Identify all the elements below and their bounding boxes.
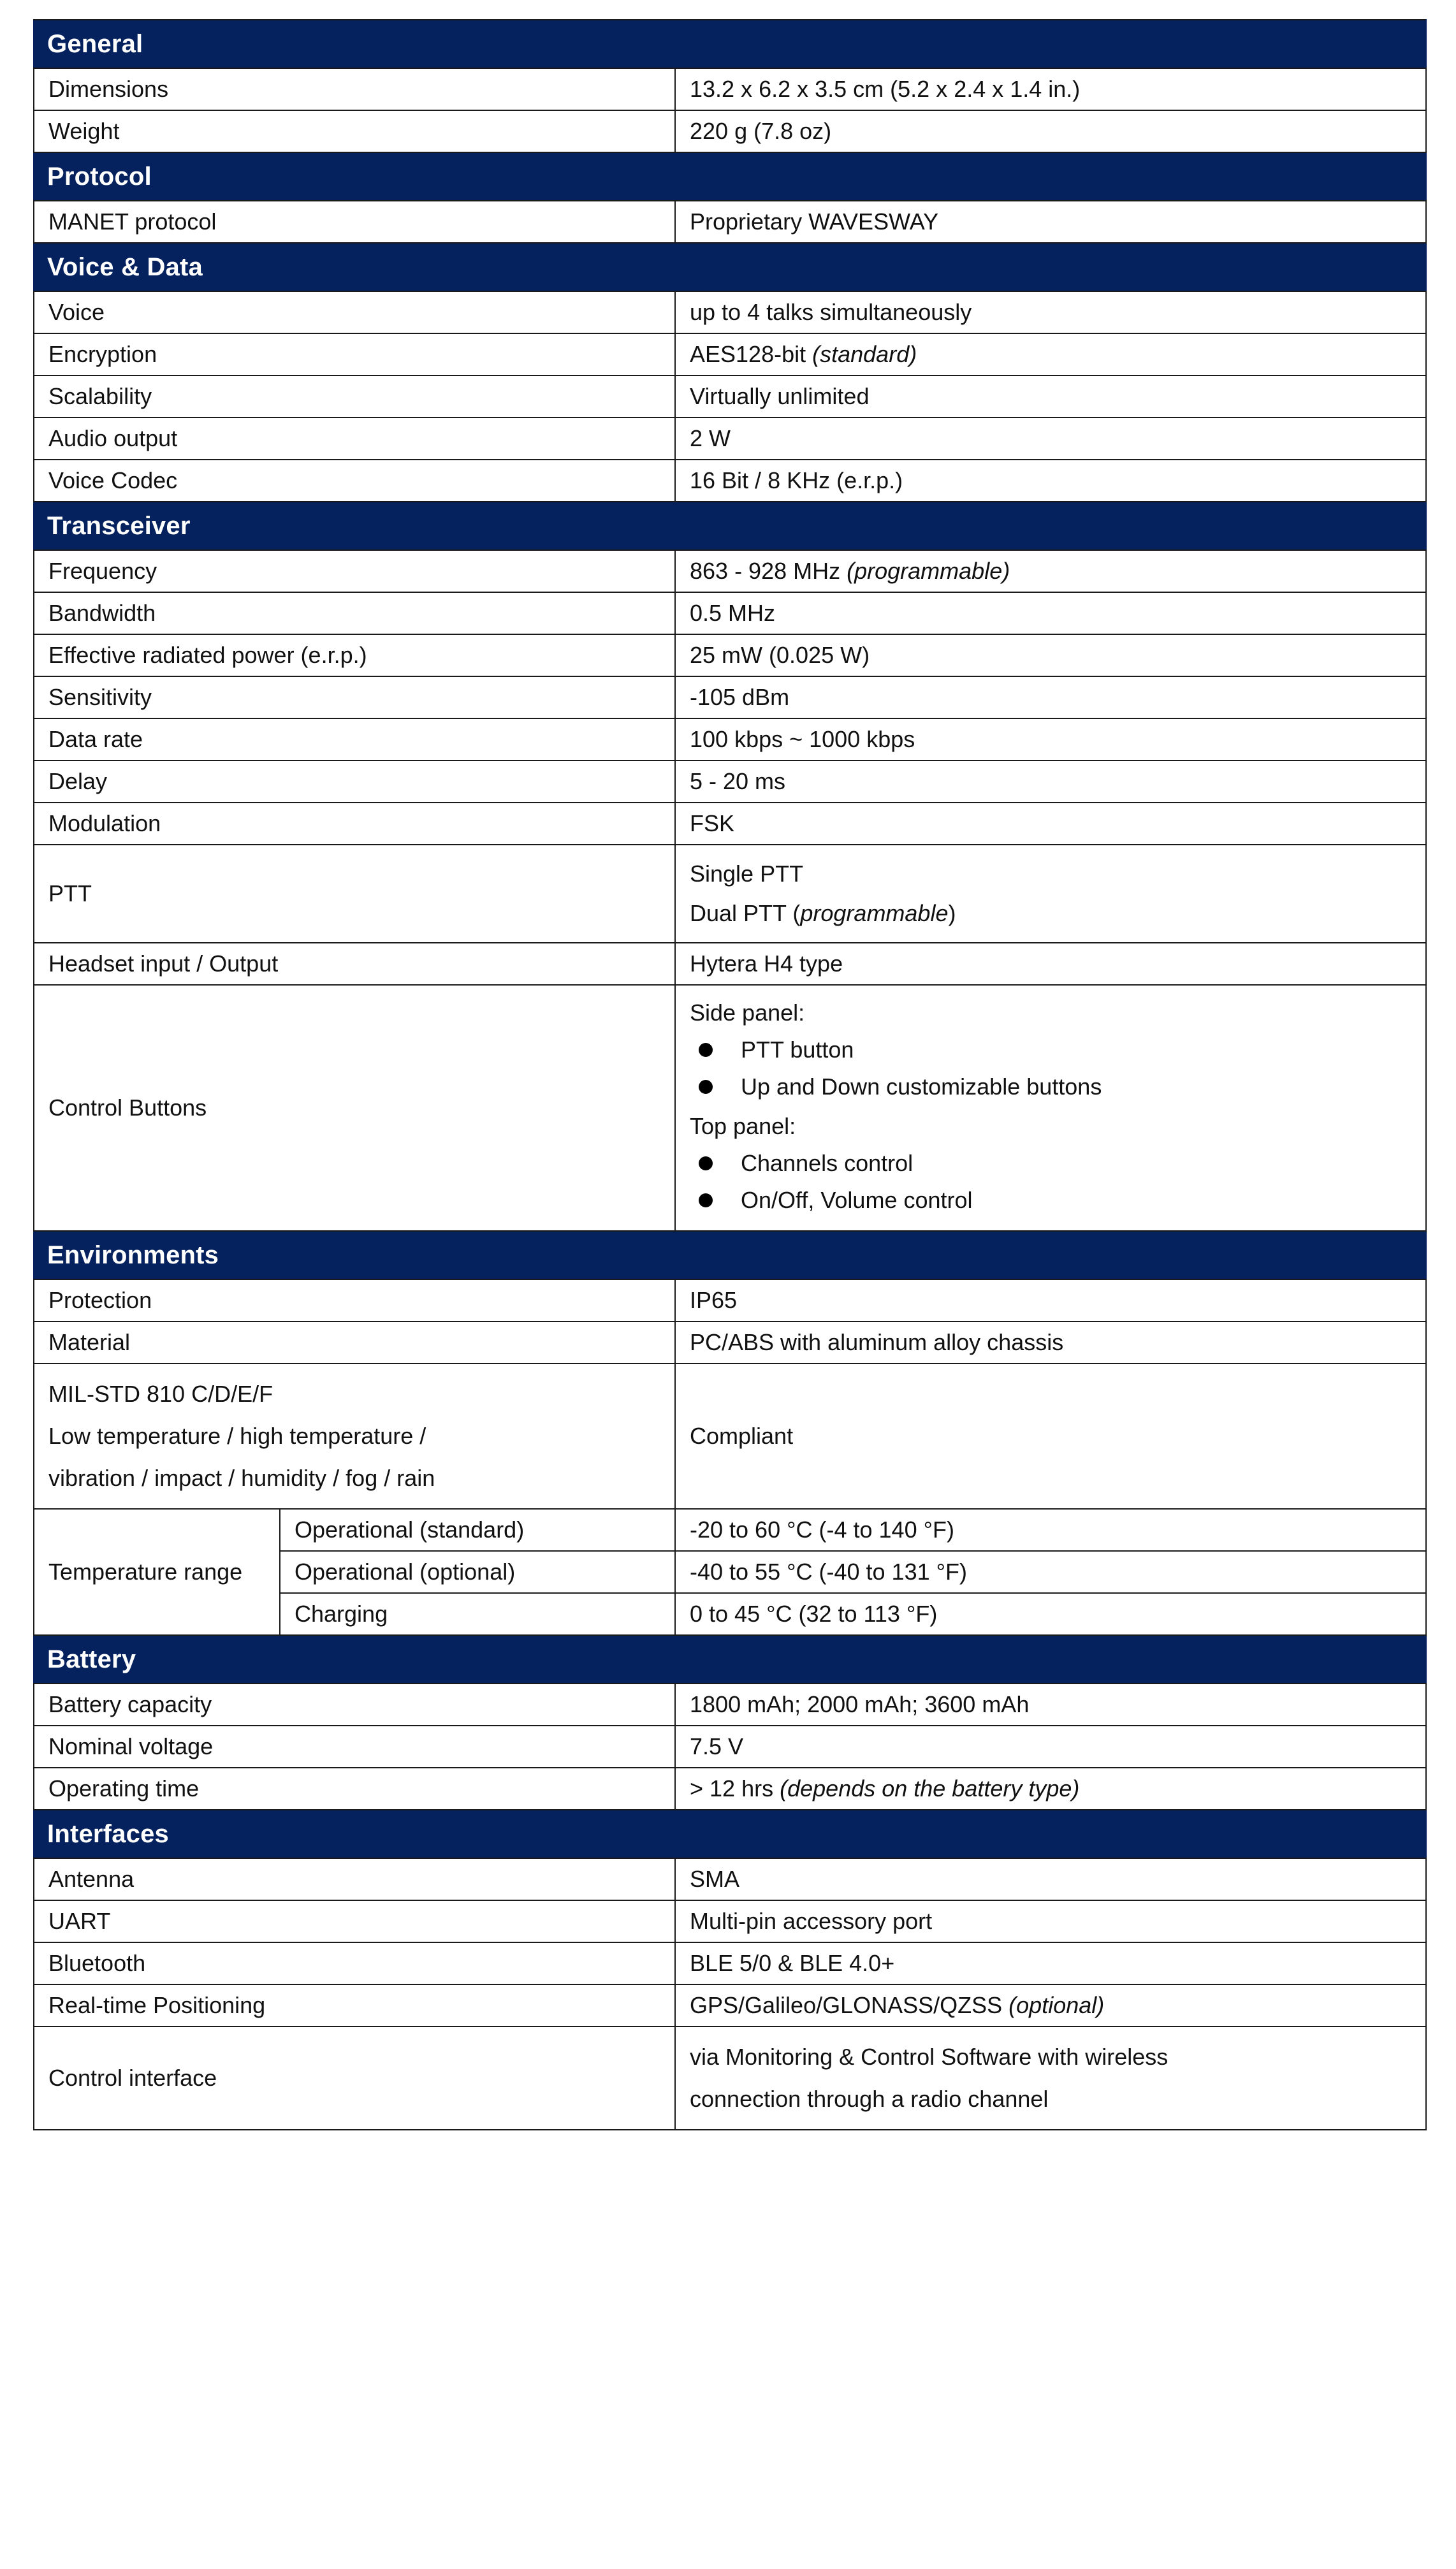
row-value-note: (depends on the battery type) (780, 1775, 1080, 1801)
table-row (34, 1321, 1426, 1364)
top-panel-heading: Top panel: (690, 1113, 796, 1139)
section-title: Protocol (47, 163, 152, 191)
section-header-cell (34, 243, 1426, 291)
sub-row-label: Operational (optional) (295, 1559, 516, 1585)
row-label-cell (34, 803, 675, 845)
bullet-icon (699, 1080, 713, 1094)
ptt-dual-prefix: Dual PTT ( (690, 900, 801, 926)
table-row-mil-std (34, 1364, 1426, 1509)
row-value-note: (optional) (1008, 1992, 1105, 2018)
row-value-cell (675, 1551, 1426, 1593)
row-value-cell (675, 375, 1426, 418)
row-label: Weight (48, 118, 120, 144)
row-value: 16 Bit / 8 KHz (e.r.p.) (690, 467, 903, 493)
row-value-cell (675, 550, 1426, 592)
row-label-cell (34, 634, 675, 676)
bullet-icon (699, 1193, 713, 1207)
row-label-cell (34, 550, 675, 592)
section-header-interfaces (34, 1810, 1426, 1858)
sub-label-cell (280, 1551, 675, 1593)
row-label-cell (34, 1726, 675, 1768)
row-value-cell (675, 943, 1426, 985)
row-label: Bluetooth (48, 1950, 146, 1976)
table-row (34, 1984, 1426, 2027)
section-title: Voice & Data (47, 253, 203, 281)
row-label-cell (34, 1984, 675, 2027)
temperature-range-label-cell (34, 1509, 280, 1635)
row-value-cell (675, 1942, 1426, 1984)
row-value: 2 W (690, 425, 731, 451)
row-value-cell (675, 1509, 1426, 1551)
row-value (690, 341, 917, 367)
list-item (690, 1145, 1411, 1182)
row-label-cell (34, 761, 675, 803)
section-header-transceiver (34, 502, 1426, 550)
section-header-battery (34, 1635, 1426, 1684)
table-row (34, 201, 1426, 243)
row-value-cell (675, 592, 1426, 634)
row-value-cell (675, 1364, 1426, 1509)
mil-std-line-1: MIL-STD 810 C/D/E/F (48, 1381, 273, 1407)
row-value-cell (675, 291, 1426, 333)
row-value: 220 g (7.8 oz) (690, 118, 832, 144)
row-label: Encryption (48, 341, 157, 367)
table-row (34, 1684, 1426, 1726)
row-label: Battery capacity (48, 1691, 212, 1717)
row-value: 5 - 20 ms (690, 768, 786, 794)
row-label: Effective radiated power (e.r.p.) (48, 642, 367, 668)
row-value-main: > 12 hrs (690, 1775, 780, 1801)
row-value: PC/ABS with aluminum alloy chassis (690, 1329, 1064, 1355)
row-value: 100 kbps ~ 1000 kbps (690, 726, 915, 752)
table-row (34, 110, 1426, 152)
section-header-cell (34, 152, 1426, 201)
row-value-cell (675, 1684, 1426, 1726)
table-row (34, 550, 1426, 592)
row-value: SMA (690, 1866, 740, 1892)
section-header-cell (34, 20, 1426, 68)
row-value: 1800 mAh; 2000 mAh; 3600 mAh (690, 1691, 1030, 1717)
table-row (34, 943, 1426, 985)
row-value-cell (675, 1900, 1426, 1942)
mil-std-line-3: vibration / impact / humidity / fog / rain (48, 1465, 435, 1491)
row-value-note: (programmable) (847, 558, 1010, 584)
row-label: Antenna (48, 1866, 135, 1892)
row-value: Virtually unlimited (690, 383, 870, 409)
section-header-cell (34, 1810, 1426, 1858)
row-value: Multi-pin accessory port (690, 1908, 933, 1934)
row-value-cell (675, 1593, 1426, 1635)
row-label: Material (48, 1329, 131, 1355)
ptt-dual-note: programmable (800, 900, 949, 926)
table-row (34, 1279, 1426, 1321)
row-label-cell (34, 1364, 675, 1509)
row-value-cell (675, 418, 1426, 460)
row-value-cell (675, 460, 1426, 502)
control-interface-line-2: connection through a radio channel (690, 2086, 1049, 2112)
row-label: Operating time (48, 1775, 200, 1801)
row-value-cell (675, 201, 1426, 243)
sub-label-cell (280, 1593, 675, 1635)
list-item-label: Up and Down customizable buttons (741, 1073, 1102, 1100)
row-value: Compliant (690, 1423, 794, 1449)
section-header-voice-and-data (34, 243, 1426, 291)
ptt-single-line: Single PTT (690, 861, 804, 887)
section-title: General (47, 30, 143, 58)
row-value: 13.2 x 6.2 x 3.5 cm (5.2 x 2.4 x 1.4 in.) (690, 76, 1081, 102)
table-row (34, 1900, 1426, 1942)
table-row (34, 68, 1426, 110)
row-value-cell (675, 803, 1426, 845)
row-label: Control interface (48, 2065, 217, 2091)
row-value-cell (675, 333, 1426, 375)
row-value-main: GPS/Galileo/GLONASS/QZSS (690, 1992, 1009, 2018)
row-label-cell (34, 845, 675, 943)
row-label: Audio output (48, 425, 178, 451)
sub-row-label: Charging (295, 1601, 388, 1627)
row-label-cell (34, 291, 675, 333)
table-row-control-interface (34, 2027, 1426, 2130)
row-value-cell (675, 1279, 1426, 1321)
row-value-cell (675, 1768, 1426, 1810)
row-label-cell (34, 1900, 675, 1942)
table-row (34, 1858, 1426, 1900)
side-panel-bullet-list (690, 1031, 1411, 1105)
section-header-protocol (34, 152, 1426, 201)
row-label: Modulation (48, 810, 161, 836)
table-row (34, 1768, 1426, 1810)
row-value-main: AES128-bit (690, 341, 813, 367)
row-value: 0 to 45 °C (32 to 113 °F) (690, 1601, 938, 1627)
row-label: Voice (48, 299, 105, 325)
list-item (690, 1068, 1411, 1105)
row-value (690, 1775, 1079, 1801)
row-label-cell (34, 1279, 675, 1321)
row-value: FSK (690, 810, 735, 836)
row-value: Proprietary WAVESWAY (690, 208, 939, 235)
temperature-range-label: Temperature range (48, 1559, 243, 1585)
side-panel-heading: Side panel: (690, 1000, 805, 1026)
row-label: Protection (48, 1287, 152, 1313)
table-row-control-buttons (34, 985, 1426, 1231)
ptt-dual-line (690, 894, 1411, 933)
row-value-cell (675, 1984, 1426, 2027)
row-label: Nominal voltage (48, 1733, 214, 1759)
row-value-cell (675, 634, 1426, 676)
section-header-cell (34, 1635, 1426, 1684)
row-value-cell (675, 1858, 1426, 1900)
row-label: Data rate (48, 726, 143, 752)
row-value-cell (675, 2027, 1426, 2130)
row-label: MANET protocol (48, 208, 217, 235)
row-label: Voice Codec (48, 467, 178, 493)
row-label-cell (34, 718, 675, 761)
row-label: Control Buttons (48, 1095, 207, 1121)
row-label: Headset input / Output (48, 950, 279, 977)
row-value: -20 to 60 °C (-4 to 140 °F) (690, 1517, 954, 1543)
table-row (34, 761, 1426, 803)
row-value-cell (675, 1321, 1426, 1364)
table-row (34, 291, 1426, 333)
row-label-cell (34, 943, 675, 985)
row-label: Real-time Positioning (48, 1992, 266, 2018)
row-value-cell (675, 1726, 1426, 1768)
table-row (34, 803, 1426, 845)
sub-row-label: Operational (standard) (295, 1517, 525, 1543)
row-value: up to 4 talks simultaneously (690, 299, 972, 325)
table-row (34, 718, 1426, 761)
row-label: PTT (48, 880, 92, 906)
mil-std-line-2: Low temperature / high temperature / (48, 1423, 426, 1449)
row-value (690, 1992, 1104, 2018)
row-label-cell (34, 1321, 675, 1364)
row-value: 0.5 MHz (690, 600, 776, 626)
row-value (690, 558, 1010, 584)
table-row (34, 460, 1426, 502)
section-title: Transceiver (47, 512, 191, 540)
specifications-table (33, 19, 1427, 2130)
row-value: BLE 5/0 & BLE 4.0+ (690, 1950, 895, 1976)
row-label-cell (34, 110, 675, 152)
row-label-cell (34, 68, 675, 110)
bullet-icon (699, 1156, 713, 1170)
row-value-cell (675, 761, 1426, 803)
row-label: Sensitivity (48, 684, 152, 710)
row-label: UART (48, 1908, 111, 1934)
row-value: Hytera H4 type (690, 950, 843, 977)
row-label-cell (34, 592, 675, 634)
row-value: IP65 (690, 1287, 738, 1313)
table-row (34, 634, 1426, 676)
list-item-label: Channels control (741, 1150, 914, 1176)
row-value: 7.5 V (690, 1733, 744, 1759)
row-value-cell (675, 845, 1426, 943)
row-label-cell (34, 201, 675, 243)
sub-label-cell (280, 1509, 675, 1551)
section-header-cell (34, 502, 1426, 550)
section-header-general (34, 20, 1426, 68)
row-value: 25 mW (0.025 W) (690, 642, 870, 668)
row-value-cell (675, 676, 1426, 718)
section-title: Battery (47, 1645, 136, 1673)
row-label-cell (34, 2027, 675, 2130)
section-header-cell (34, 1231, 1426, 1279)
row-value-cell (675, 110, 1426, 152)
section-header-environments (34, 1231, 1426, 1279)
table-row-temperature-standard (34, 1509, 1426, 1551)
control-interface-line-1: via Monitoring & Control Software with wireless (690, 2044, 1168, 2070)
row-label: Frequency (48, 558, 157, 584)
list-item-label: PTT button (741, 1037, 854, 1063)
table-row (34, 592, 1426, 634)
row-label-cell (34, 1768, 675, 1810)
top-panel-bullet-list (690, 1145, 1411, 1219)
row-label: Scalability (48, 383, 152, 409)
row-value-note: (standard) (812, 341, 917, 367)
row-label: Delay (48, 768, 108, 794)
table-row (34, 676, 1426, 718)
row-label-cell (34, 1684, 675, 1726)
table-row (34, 375, 1426, 418)
row-label-cell (34, 676, 675, 718)
row-label-cell (34, 1858, 675, 1900)
row-label-cell (34, 418, 675, 460)
table-row (34, 333, 1426, 375)
list-item (690, 1182, 1411, 1219)
section-title: Environments (47, 1241, 219, 1269)
row-value-main: 863 - 928 MHz (690, 558, 847, 584)
table-row-ptt (34, 845, 1426, 943)
bullet-icon (699, 1043, 713, 1057)
row-label: Bandwidth (48, 600, 156, 626)
row-value: -40 to 55 °C (-40 to 131 °F) (690, 1559, 967, 1585)
table-row (34, 1942, 1426, 1984)
ptt-dual-suffix: ) (948, 900, 956, 926)
table-row (34, 1726, 1426, 1768)
row-label-cell (34, 333, 675, 375)
row-label: Dimensions (48, 76, 169, 102)
row-value-cell (675, 718, 1426, 761)
row-label-cell (34, 1942, 675, 1984)
row-value-cell (675, 68, 1426, 110)
row-value: -105 dBm (690, 684, 790, 710)
row-label-cell (34, 375, 675, 418)
list-item-label: On/Off, Volume control (741, 1187, 973, 1213)
row-value-cell (675, 985, 1426, 1231)
row-label-cell (34, 985, 675, 1231)
section-title: Interfaces (47, 1820, 169, 1848)
table-row (34, 418, 1426, 460)
row-label-cell (34, 460, 675, 502)
list-item (690, 1031, 1411, 1068)
